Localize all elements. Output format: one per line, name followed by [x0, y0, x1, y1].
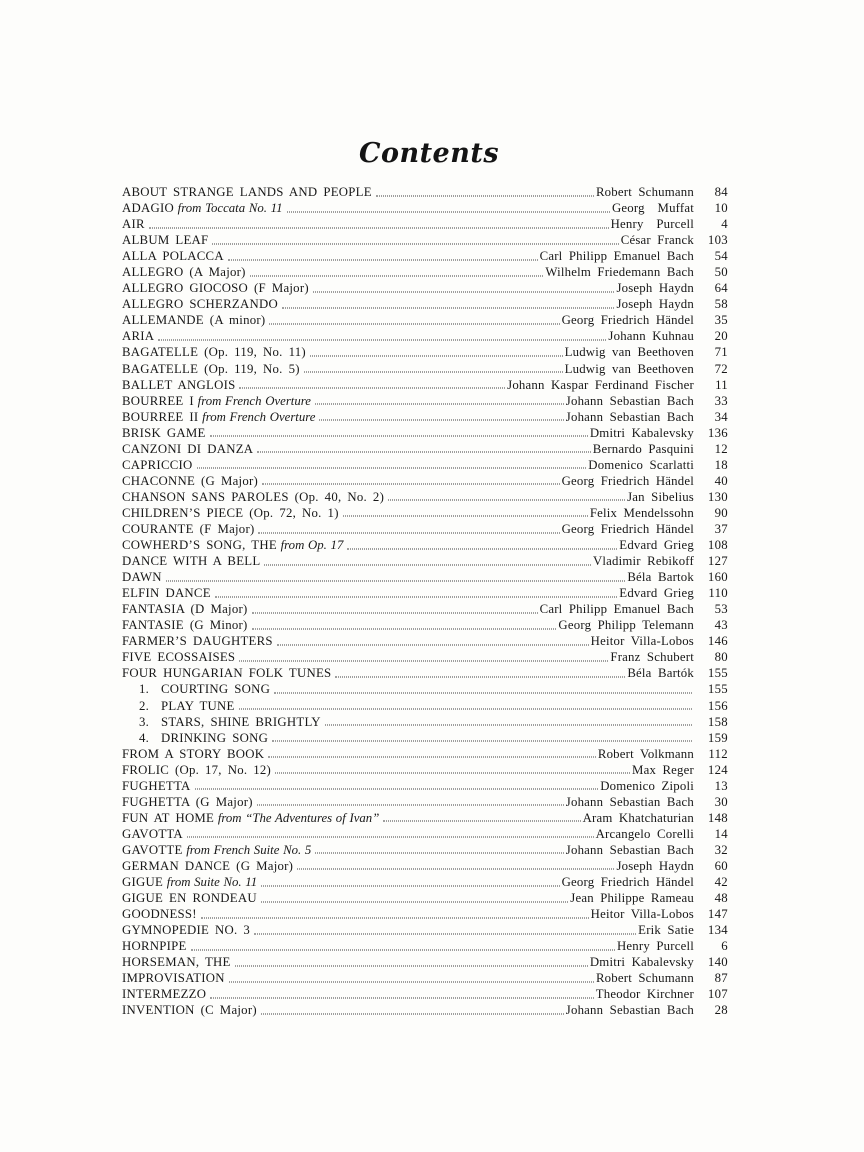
entry-title: GAVOTTE from French Suite No. 5 [122, 842, 312, 857]
composer-name: Carl Philipp Emanuel Bach [539, 602, 694, 617]
toc-row [122, 537, 728, 553]
dot-leader [252, 612, 538, 613]
dot-leader [166, 580, 626, 581]
dot-leader [239, 388, 505, 389]
toc-subrow [122, 730, 728, 746]
composer-name: Joseph Haydn [616, 297, 694, 312]
entry-title: BAGATELLE (Op. 119, No. 11) [122, 345, 306, 360]
dot-leader [383, 821, 580, 822]
page-number: 28 [714, 1003, 728, 1018]
composer-name: Heitor Villa-Lobos [590, 907, 694, 922]
composer-name: Johann Sebastian Bach [565, 842, 694, 857]
toc-row [122, 810, 728, 826]
dot-leader [254, 933, 636, 934]
entry-title: HORSEMAN, THE [122, 955, 231, 970]
composer-name: Domenico Zipoli [600, 778, 694, 793]
dot-leader [201, 917, 589, 918]
dot-leader [282, 307, 614, 308]
entry-title: ALLA POLACCA [122, 249, 224, 264]
entry-title: BOURREE I from French Overture [122, 393, 311, 408]
page-number: 124 [707, 762, 728, 777]
composer-name: Max Reger [631, 762, 694, 777]
page-number: 58 [714, 297, 728, 312]
dot-leader [277, 644, 589, 645]
toc-list [122, 184, 728, 1018]
dot-leader [275, 773, 630, 774]
composer-name: Dmitri Kabalevsky [589, 425, 694, 440]
entry-title: CHILDREN’S PIECE (Op. 72, No. 1) [122, 505, 339, 520]
toc-row [122, 505, 728, 521]
toc-row [122, 906, 728, 922]
dot-leader [315, 404, 564, 405]
entry-title: ALLEGRO (A Major) [122, 265, 246, 280]
composer-name: Jean Philippe Rameau [570, 891, 694, 906]
composer-name: Johann Kaspar Ferdinand Fischer [507, 377, 694, 392]
page-number: 146 [707, 634, 728, 649]
entry-title: INTERMEZZO [122, 987, 207, 1002]
dot-leader [250, 275, 544, 276]
entry-title: CHANSON SANS PAROLES (Op. 40, No. 2) [122, 489, 385, 504]
page-number: 43 [714, 618, 728, 633]
entry-title: CANZONI DI DANZA [122, 441, 254, 456]
toc-row [122, 473, 728, 489]
composer-name: Johann Sebastian Bach [565, 794, 694, 809]
page-number: 130 [707, 489, 728, 504]
dot-leader [261, 1013, 564, 1014]
dot-leader [304, 372, 563, 373]
toc-row [122, 361, 728, 377]
toc-subrow [122, 714, 728, 730]
dot-leader [343, 516, 588, 517]
entry-title: BAGATELLE (Op. 119, No. 5) [122, 361, 300, 376]
composer-name: Felix Mendelssohn [589, 505, 694, 520]
composer-name: Ludwig van Beethoven [564, 361, 694, 376]
composer-name: Aram Khatchaturian [582, 810, 694, 825]
entry-title: CAPRICCIO [122, 457, 193, 472]
dot-leader [335, 676, 625, 677]
entry-title-italic: from Suite No. 11 [163, 875, 258, 890]
entry-title-italic: from French Suite No. 5 [182, 842, 312, 857]
entry-title-italic: from “The Adventures of Ivan” [214, 810, 380, 825]
entry-title: ALLEGRO SCHERZANDO [122, 297, 278, 312]
entry-number: 1. [139, 682, 150, 697]
page-number: 158 [707, 714, 728, 729]
dot-leader [274, 692, 692, 693]
entry-title: FARMER’S DAUGHTERS [122, 634, 273, 649]
toc-row [122, 762, 728, 778]
page-number: 64 [714, 281, 728, 296]
toc-row [122, 232, 728, 248]
page-number: 11 [715, 377, 728, 392]
dot-leader [187, 837, 594, 838]
toc-row [122, 826, 728, 842]
composer-name: Erik Satie [638, 923, 694, 938]
toc-row [122, 1002, 728, 1018]
toc-row [122, 890, 728, 906]
page-number: 160 [707, 570, 728, 585]
entry-title: ELFIN DANCE [122, 586, 211, 601]
entry-title: ALLEMANDE (A minor) [122, 313, 266, 328]
toc-row [122, 280, 728, 296]
toc-row [122, 617, 728, 633]
composer-name: Vladimir Rebikoff [592, 554, 694, 569]
dot-leader [252, 628, 557, 629]
dot-leader [235, 965, 588, 966]
composer-name: Georg Friedrich Händel [561, 875, 694, 890]
toc-row [122, 312, 728, 328]
page-number: 53 [714, 602, 728, 617]
page-number: 155 [707, 682, 728, 697]
page-number: 71 [714, 345, 728, 360]
toc-row [122, 633, 728, 649]
composer-name: Jan Sibelius [627, 489, 694, 504]
dot-leader [287, 211, 610, 212]
composer-name: Franz Schubert [610, 650, 694, 665]
entry-title: ABOUT STRANGE LANDS AND PEOPLE [122, 185, 372, 199]
entry-title: ALLEGRO GIOCOSO (F Major) [122, 281, 309, 296]
entry-title: FROM A STORY BOOK [122, 746, 265, 761]
toc-row [122, 874, 728, 890]
toc-row [122, 858, 728, 874]
toc-row [122, 216, 728, 232]
entry-title: GERMAN DANCE (G Major) [122, 858, 294, 873]
composer-name: Robert Volkmann [597, 746, 694, 761]
entry-number: 2. [139, 698, 150, 713]
entry-title: FOUR HUNGARIAN FOLK TUNES [122, 666, 332, 681]
dot-leader [325, 725, 692, 726]
entry-title: GAVOTTA [122, 826, 183, 841]
page-number: 80 [714, 650, 728, 665]
toc-row [122, 922, 728, 938]
dot-leader [310, 355, 563, 356]
composer-name: Edvard Grieg [619, 586, 694, 601]
dot-leader [376, 195, 594, 196]
composer-name: Bernardo Pasquini [592, 441, 694, 456]
entry-title: FUGHETTA [122, 778, 191, 793]
composer-name: Wilhelm Friedemann Bach [545, 265, 694, 280]
dot-leader [262, 484, 560, 485]
toc-row [122, 377, 728, 393]
page-number: 155 [707, 666, 728, 681]
entry-title-italic: from French Overture [198, 409, 316, 424]
composer-name: Theodor Kirchner [595, 987, 694, 1002]
dot-leader [239, 709, 692, 710]
page-number: 134 [707, 923, 728, 938]
toc-row [122, 842, 728, 858]
entry-title-italic: from Op. 17 [276, 538, 344, 553]
composer-name: Béla Bartók [627, 666, 694, 681]
page-number: 33 [714, 393, 728, 408]
toc-row [122, 986, 728, 1002]
composer-name: Georg Friedrich Händel [561, 521, 694, 536]
page-number: 30 [714, 794, 728, 809]
composer-name: Georg Friedrich Händel [561, 473, 694, 488]
dot-leader [313, 291, 615, 292]
composer-name: Robert Schumann [595, 971, 694, 986]
entry-title: ADAGIO from Toccata No. 11 [122, 201, 283, 216]
toc-row [122, 425, 728, 441]
dot-leader [158, 339, 606, 340]
toc-row [122, 264, 728, 280]
page-number: 127 [707, 554, 728, 569]
toc-row [122, 778, 728, 794]
entry-title: COWHERD’S SONG, THE from Op. 17 [122, 538, 344, 553]
toc-row [122, 248, 728, 264]
entry-title: COURANTE (F Major) [122, 521, 255, 536]
dot-leader [261, 901, 568, 902]
entry-title: ALBUM LEAF [122, 233, 209, 248]
dot-leader [257, 805, 564, 806]
page-number: 13 [714, 778, 728, 793]
dot-leader [191, 949, 615, 950]
toc-row [122, 585, 728, 601]
entry-title: 2. PLAY TUNE [139, 698, 235, 713]
composer-name: Georg Muffat [611, 201, 694, 216]
page-number: 18 [714, 457, 728, 472]
dot-leader [347, 548, 617, 549]
toc-row [122, 569, 728, 585]
toc-row [122, 938, 728, 954]
dot-leader [149, 227, 609, 228]
page-number: 108 [707, 538, 728, 553]
entry-title: FUN AT HOME from “The Adventures of Ivan” [122, 810, 380, 825]
entry-title: GYMNOPEDIE NO. 3 [122, 923, 251, 938]
dot-leader [261, 885, 559, 886]
toc-row [122, 489, 728, 505]
page-number: 147 [707, 907, 728, 922]
toc-row [122, 441, 728, 457]
toc-row [122, 328, 728, 344]
entry-title: GIGUE EN RONDEAU [122, 891, 257, 906]
page-number: 35 [714, 313, 728, 328]
composer-name: Johann Sebastian Bach [565, 1003, 694, 1018]
entry-title: IMPROVISATION [122, 971, 225, 986]
dot-leader [210, 997, 594, 998]
entry-title: GIGUE from Suite No. 11 [122, 875, 258, 890]
entry-title: GOODNESS! [122, 907, 197, 922]
page-number: 136 [707, 425, 728, 440]
composer-name: Johann Kuhnau [608, 329, 694, 344]
dot-leader [269, 323, 559, 324]
toc-row [122, 970, 728, 986]
entry-title: 3. STARS, SHINE BRIGHTLY [139, 714, 321, 729]
page-number: 159 [707, 730, 728, 745]
toc-row [122, 521, 728, 537]
composer-name: César Franck [620, 233, 694, 248]
page-number: 40 [714, 473, 728, 488]
entry-title: FANTASIE (G Minor) [122, 618, 248, 633]
page-number: 54 [714, 249, 728, 264]
page-number: 20 [714, 329, 728, 344]
page-title: Contents [358, 138, 500, 170]
entry-title: BRISK GAME [122, 425, 206, 440]
entry-title: BALLET ANGLOIS [122, 377, 236, 392]
toc-row [122, 601, 728, 617]
page-number: 14 [714, 826, 728, 841]
entry-title: DANCE WITH A BELL [122, 554, 261, 569]
composer-name: Johann Sebastian Bach [565, 409, 694, 424]
page-number: 103 [707, 233, 728, 248]
toc-row [122, 296, 728, 312]
composer-name: Edvard Grieg [619, 538, 694, 553]
toc-row [122, 746, 728, 762]
page-number: 60 [714, 858, 728, 873]
toc-subrow [122, 681, 728, 697]
page-number: 50 [714, 265, 728, 280]
composer-name: Carl Philipp Emanuel Bach [539, 249, 694, 264]
page-number: 90 [714, 505, 728, 520]
toc-row [122, 393, 728, 409]
dot-leader [239, 660, 608, 661]
toc-row [122, 409, 728, 425]
toc-row [122, 649, 728, 665]
entry-title: AIR [122, 217, 145, 232]
composer-name: Ludwig van Beethoven [564, 345, 694, 360]
entry-title: HORNPIPE [122, 939, 187, 954]
dot-leader [268, 757, 596, 758]
composer-name: Georg Philipp Telemann [558, 618, 694, 633]
dot-leader [297, 869, 614, 870]
toc-row [122, 184, 728, 200]
page-number: 12 [714, 441, 728, 456]
composer-name: Dmitri Kabalevsky [589, 955, 694, 970]
composer-name: Heitor Villa-Lobos [590, 634, 694, 649]
dot-leader [272, 741, 692, 742]
composer-name: Arcangelo Corelli [595, 826, 694, 841]
entry-number: 3. [139, 714, 150, 729]
entry-title: FROLIC (Op. 17, No. 12) [122, 762, 272, 777]
toc-row [122, 665, 728, 681]
dot-leader [315, 853, 563, 854]
page-number: 110 [708, 586, 728, 601]
composer-name: Domenico Scarlatti [588, 457, 694, 472]
toc-row [122, 553, 728, 569]
toc-row [122, 457, 728, 473]
entry-title-italic: from Toccata No. 11 [173, 201, 283, 216]
entry-title: FANTASIA (D Major) [122, 602, 248, 617]
toc-row [122, 344, 728, 360]
entry-title: DAWN [122, 570, 162, 585]
page-number: 34 [714, 409, 728, 424]
entry-title: INVENTION (C Major) [122, 1003, 257, 1018]
dot-leader [195, 789, 599, 790]
toc-row [122, 954, 728, 970]
dot-leader [228, 259, 538, 260]
entry-title: 1. COURTING SONG [139, 682, 271, 697]
composer-name: Béla Bartok [627, 570, 694, 585]
entry-title: FUGHETTA (G Major) [122, 794, 253, 809]
dot-leader [319, 420, 563, 421]
composer-name: Henry Purcell [616, 939, 694, 954]
dot-leader [257, 452, 590, 453]
composer-name: Georg Friedrich Händel [561, 313, 694, 328]
entry-number: 4. [139, 730, 150, 745]
toc-row [122, 794, 728, 810]
page-number: 48 [714, 891, 728, 906]
dot-leader [212, 243, 618, 244]
dot-leader [210, 436, 588, 437]
dot-leader [229, 981, 594, 982]
entry-title: ARIA [122, 329, 155, 344]
toc-subrow [122, 698, 728, 714]
page-number: 148 [707, 810, 728, 825]
page-number: 140 [707, 955, 728, 970]
composer-name: Joseph Haydn [616, 858, 694, 873]
toc-row [122, 200, 728, 216]
dot-leader [197, 468, 587, 469]
dot-leader [264, 564, 591, 565]
page-number: 37 [714, 521, 728, 536]
composer-name: Henry Purcell [610, 217, 694, 232]
composer-name: Joseph Haydn [616, 281, 694, 296]
page-number: 42 [714, 875, 728, 890]
page-number: 84 [714, 185, 728, 199]
page-number: 6 [721, 939, 728, 954]
page-number: 107 [707, 987, 728, 1002]
composer-name: Robert Schumann [595, 185, 694, 199]
dot-leader [215, 596, 618, 597]
page-number: 10 [714, 201, 728, 216]
page-number: 32 [714, 842, 728, 857]
composer-name: Johann Sebastian Bach [565, 393, 694, 408]
page-number: 156 [707, 698, 728, 713]
entry-title: CHACONNE (G Major) [122, 473, 259, 488]
page-number: 87 [714, 971, 728, 986]
entry-title: 4. DRINKING SONG [139, 730, 269, 745]
dot-leader [388, 500, 625, 501]
page-number: 4 [721, 217, 728, 232]
page-number: 72 [714, 361, 728, 376]
entry-title: FIVE ECOSSAISES [122, 650, 236, 665]
entry-title-italic: from French Overture [193, 393, 311, 408]
entry-title: BOURREE II from French Overture [122, 409, 316, 424]
dot-leader [258, 532, 559, 533]
page-number: 112 [708, 746, 728, 761]
